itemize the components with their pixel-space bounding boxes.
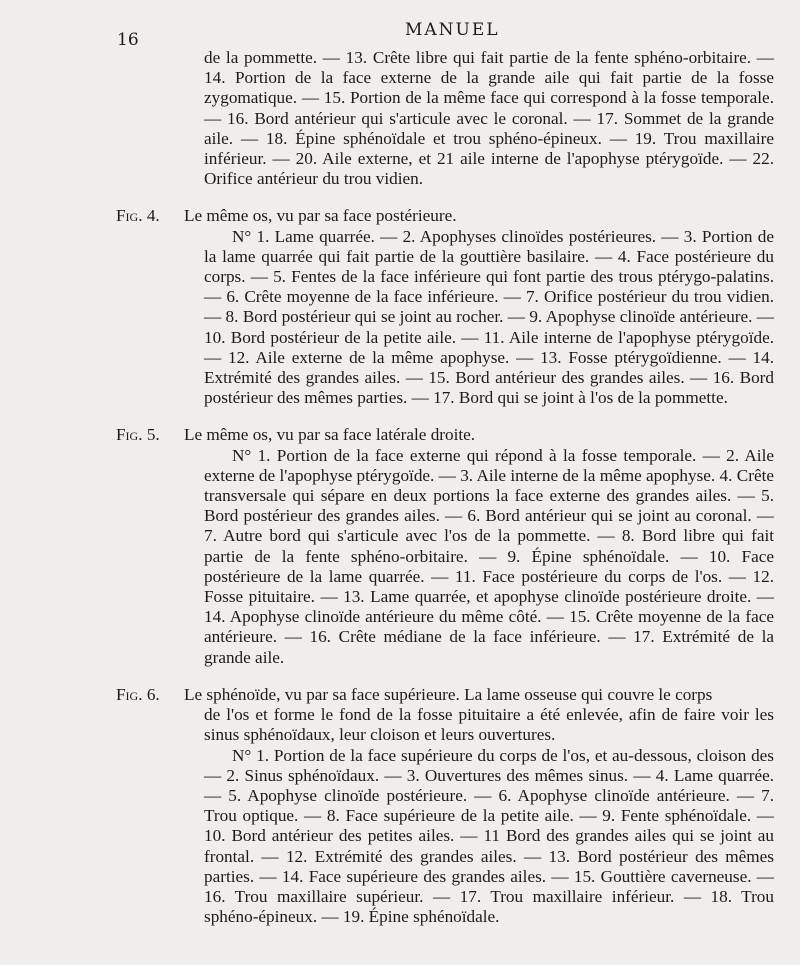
page-number: 16 [117,30,139,50]
figure-legend [204,227,774,409]
figure-entry-4 [116,206,774,408]
figure-label: Fig. 4. [116,206,160,226]
page-body [116,48,774,927]
figure-legend-text: N° 1. Lame quarrée. — 2. Apophyses clinoïdes postérieures. — 3. Portion de la lame quarrée qui fait partie de la gouttière basilaire. — 4. Face postérieure du corps. — 5. Fentes de la face inférieure qui font partie des trous ptérygo-palatins. — 6. Crête moyenne de la face inférieure. — 7. Orifice postérieur du trou vidien. — 8. Bord postérieur qui se joint au rocher. — 9. Apophyse clinoïde antérieure. — 10. Bord postérieur de la petite aile. — 11. Aile interne de l'apophyse ptérygoïde. — 12. Aile externe de la même apophyse. — 13. Fosse ptérygoïdienne. — 14. Extrémité des grandes ailes. — 15. Bord antérieur des grandes ailes. — 16. Bord postérieur des mêmes parties. — 17. Bord qui se joint à l'os de la pommette. [204,226,774,408]
figure-legend-text: N° 1. Portion de la face supérieure du corps de l'os, et au-dessous, cloison des — 2. Sinus sphénoïdaux. — 3. Ouvertures des mêmes sinus. — 4. Lame quarrée. — 5. Apophyse clinoïde postérieure. — 6. Apophyse clinoïde antérieure. — 7. Trou optique. — 8. Face supérieure de la petite aile. — 9. Fente sphénoïdale. — 10. Bord antérieur des petites ailes. — 11 Bord des grandes ailes qui se joint au frontal. — 12. Extrémité des grandes ailes. — 13. Bord postérieur des mêmes parties. — 14. Face supérieure des grandes ailes. — 15. Gouttière caverneuse. — 16. Trou maxillaire supérieur. — 17. Trou maxillaire inférieur. — 18. Trou sphéno-épineux. — 19. Épine sphénoïdale. [204,745,774,927]
figure-intro: de l'os et forme le fond de la fosse pituitaire a été enlevée, afin de faire voir les sinus sphénoïdaux, leur cloison et leurs ouvertures. [204,705,774,745]
figure-entry-6 [116,685,774,927]
figure-heading [116,685,774,705]
figure-entry-5 [116,425,774,667]
figure-caption: Le sphénoïde, vu par sa face supérieure. La lame osseuse qui couvre le corps [184,684,713,704]
continuation-paragraph: de la pommette. — 13. Crête libre qui fait partie de la fente sphéno-orbitaire. — 14. Portion de la face externe de la grande aile qui fait partie de la fosse zygomatique. — 15. Portion de la même face qui correspond à la fosse temporale. — 16. Bord antérieur qui s'articule avec le coronal. — 17. Sommet de la grande aile. — 18. Épine sphénoïdale et trou sphéno-épineux. — 19. Trou maxillaire inférieur. — 20. Aile externe, et 21 aile interne de l'apophyse ptérygoïde. — 22. Orifice antérieur du trou vidien. [204,48,774,189]
page-header [0,20,800,48]
figure-legend [204,746,774,928]
figure-caption: Le même os, vu par sa face latérale droite. [184,425,476,445]
figure-legend-text: N° 1. Portion de la face externe qui répond à la fosse temporale. — 2. Aile externe de l'apophyse ptérygoïde. — 3. Aile interne de la même apophyse. 4. Crête transversale qui sépare en deux portions la face externe des grandes ailes. — 5. Bord postérieur des grandes ailes. — 6. Bord antérieur qui se joint au coronal. — 7. Autre bord qui s'articule avec l'os de la pommette. — 8. Bord libre qui fait partie de la fente sphéno-orbitaire. — 9. Épine sphénoïdale. — 10. Face postérieure de la lame quarrée. — 11. Face postérieure du corps de l'os. — 12. Fosse pituitaire. — 13. Lame quarrée, et apophyse clinoïde postérieure droite. — 14. Apophyse clinoïde antérieure du même côté. — 15. Crête moyenne de la face antérieure. — 16. Crête médiane de la face inférieure. — 17. Extrémité de la grande aile. [204,445,774,667]
figure-caption: Le même os, vu par sa face postérieure. [184,206,457,226]
figure-label: Fig. 5. [116,425,160,445]
running-title: MANUEL [405,20,500,40]
figure-label: Fig. 6. [116,684,160,704]
figure-heading [116,206,774,226]
figure-legend [204,446,774,668]
figure-heading [116,425,774,445]
